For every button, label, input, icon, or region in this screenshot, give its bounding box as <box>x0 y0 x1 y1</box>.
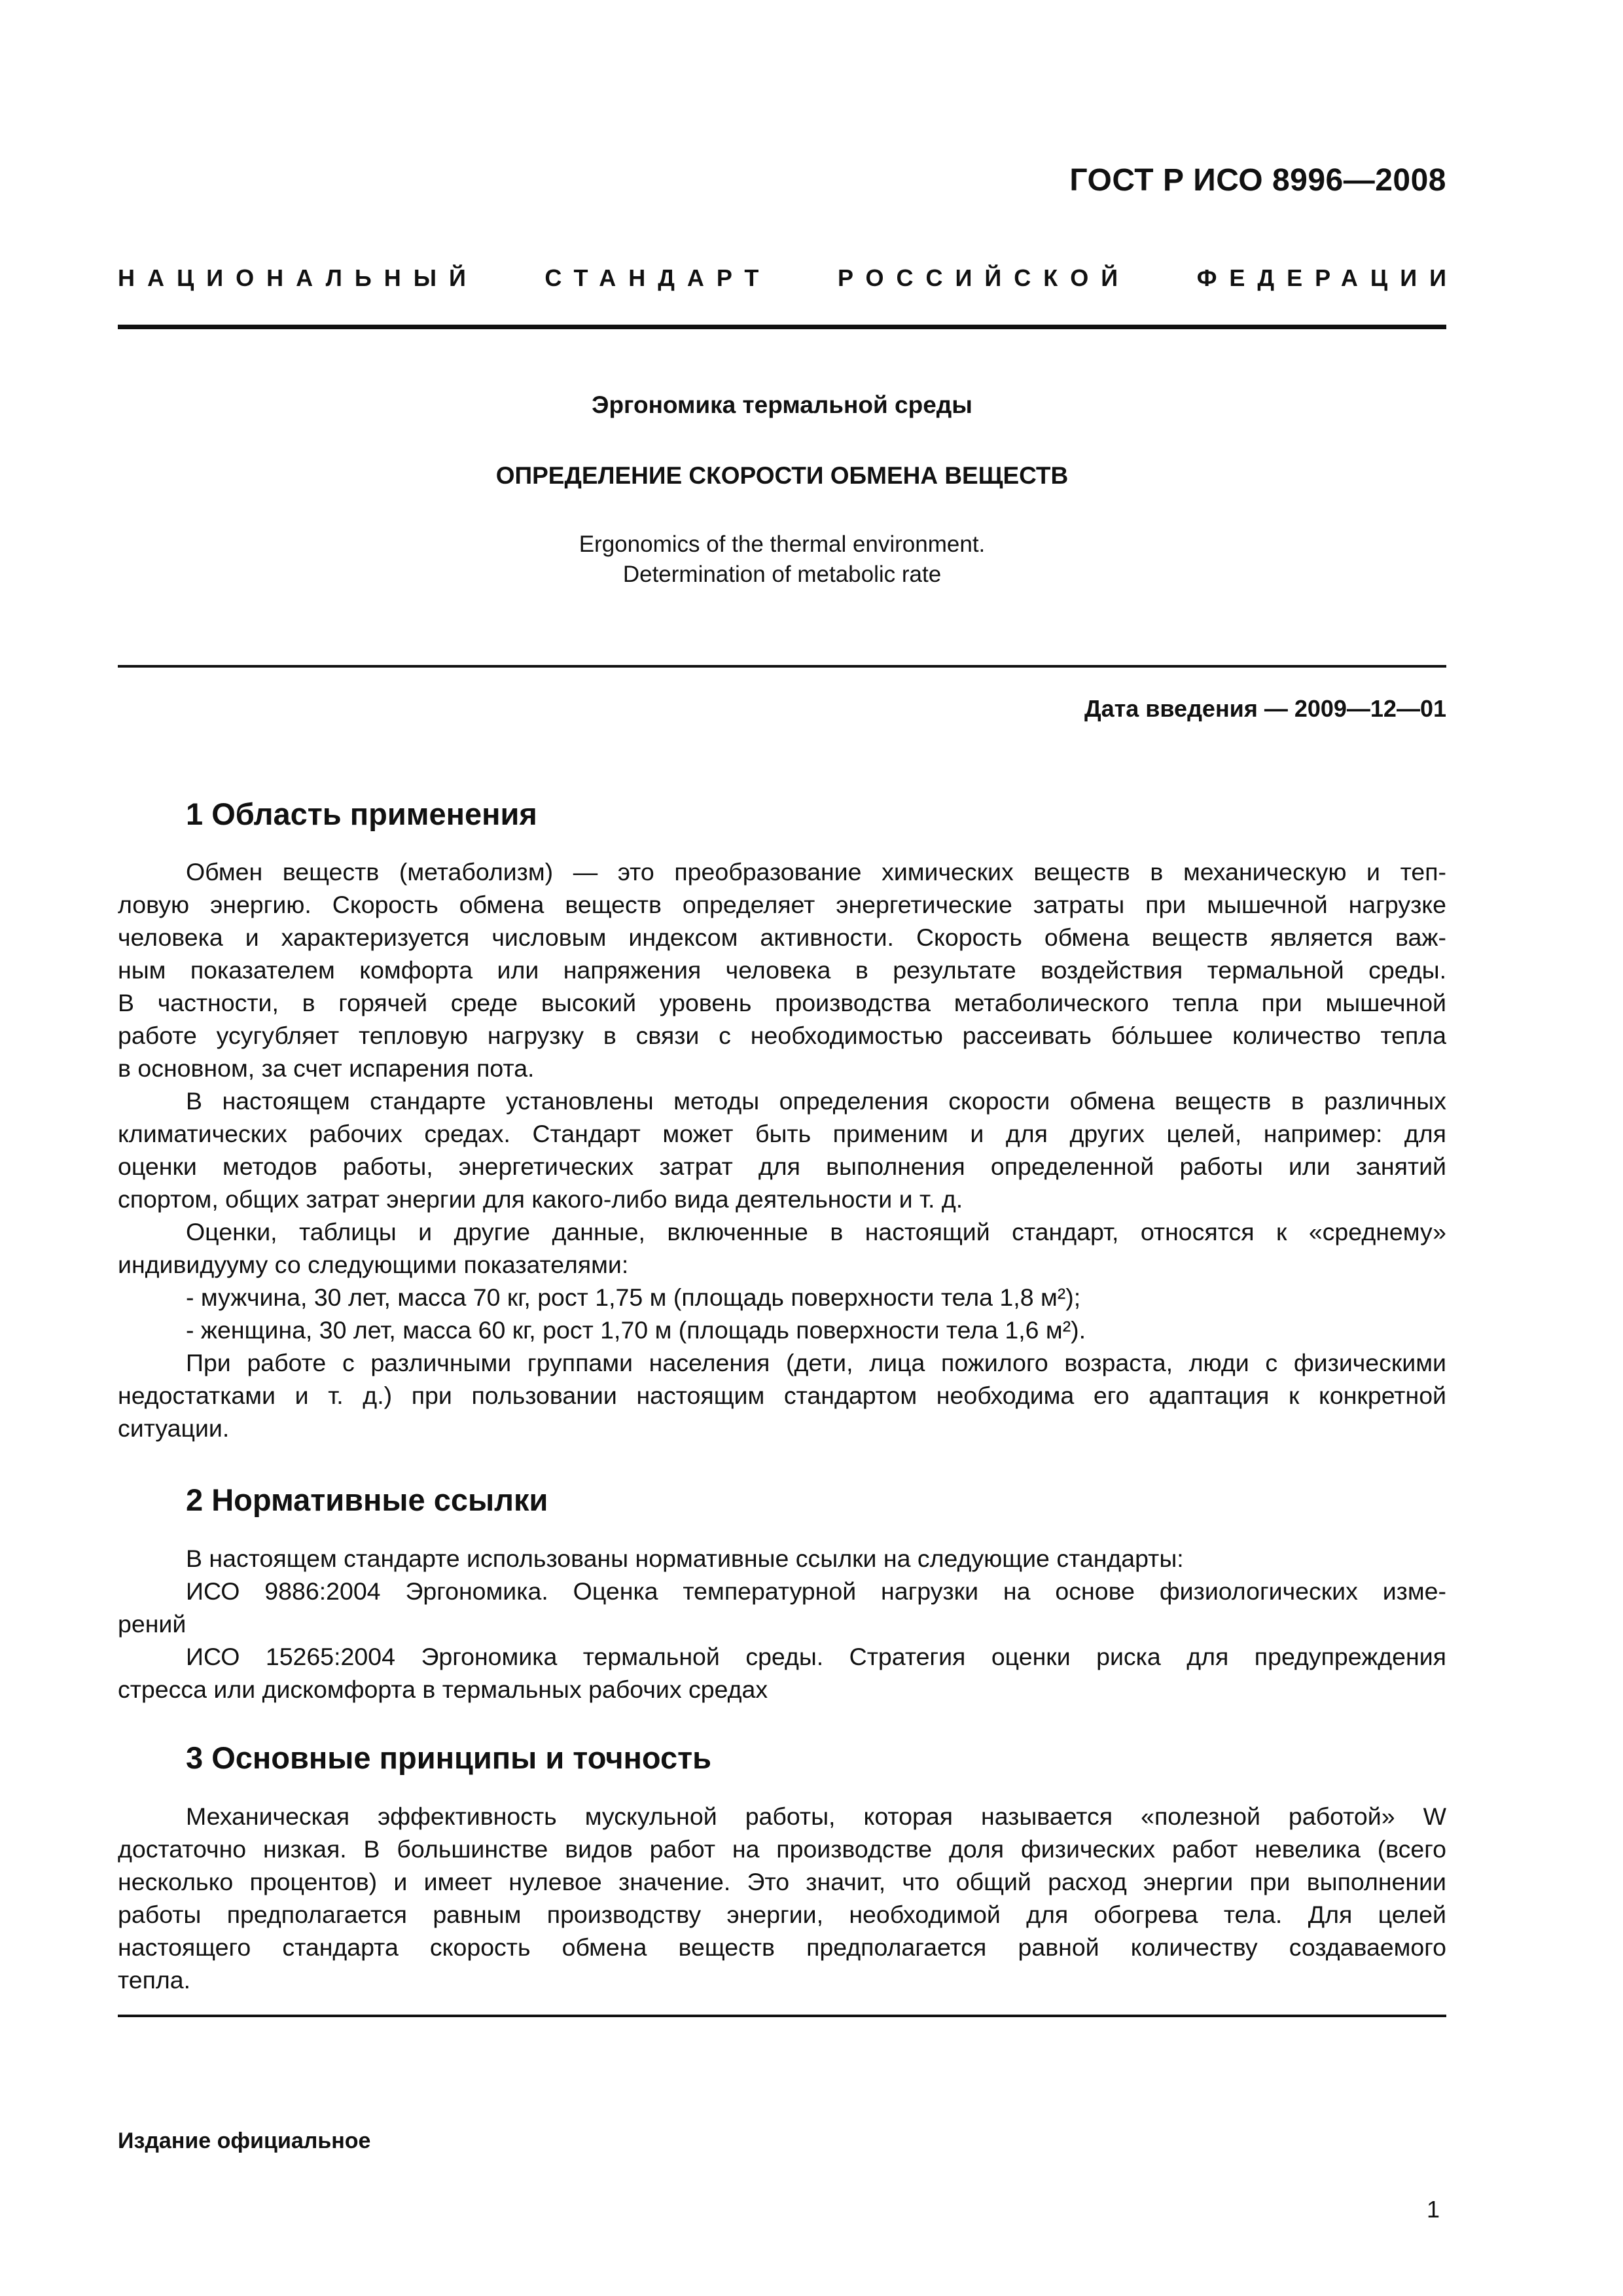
text-line: В частности, в горячей среде высокий уровень производства метаболического тепла при мышечной <box>118 989 1446 1016</box>
text-line: несколько процентов) и имеет нулевое значение. Это значит, что общий расход энергии при выполнении <box>118 1868 1446 1895</box>
english-title-line-2: Determination of metabolic rate <box>622 562 942 587</box>
section-2-heading: 2 Нормативные ссылки <box>186 1482 548 1517</box>
text-line: ным показателем комфорта или напряжения человека в результате воздействия термальной среды. <box>118 956 1446 984</box>
text-line: В настоящем стандарте использованы нормативные ссылки на следующие стандарты: <box>186 1545 1184 1572</box>
section-1-body <box>118 855 1446 1444</box>
text-line: недостатками и т. д.) при пользовании настоящим стандартом необходима его адаптация к конкретной <box>118 1382 1446 1409</box>
page-number: 1 <box>1426 2196 1440 2223</box>
list-item: - женщина, 30 лет, масса 60 кг, рост 1,70 м (площадь поверхности тела 1,6 м²). <box>186 1316 1086 1344</box>
text-line: работы предполагается равным производству энергии, необходимой для обогрева тела. Для целей <box>118 1901 1446 1928</box>
section-1-heading: 1 Область применения <box>186 797 537 831</box>
text-line: Механическая эффективность мускульной работы, которая называется «полезной работой» W <box>186 1803 1446 1830</box>
text-line: настоящего стандарта скорость обмена веществ предполагается равной количеству создаваемого <box>118 1933 1446 1961</box>
national-standard-banner <box>118 264 1459 292</box>
introduction-date: Дата введения — 2009—12—01 <box>1084 695 1446 722</box>
text-line: индивидууму со следующими показателями: <box>118 1251 629 1278</box>
title-divider <box>118 665 1446 668</box>
edition-label: Издание официальное <box>118 2128 371 2153</box>
header-divider <box>118 325 1446 329</box>
text-line: оценки методов работы, энергетических затрат для выполнения определенной работы или занятий <box>118 1153 1446 1180</box>
reference-item: ИСО 9886:2004 Эргономика. Оценка температурной нагрузки на основе физиологических изме- <box>186 1577 1446 1605</box>
reference-item: рений <box>118 1610 187 1638</box>
banner-word: РОССИЙСКОЙ <box>837 264 1131 291</box>
footer-divider <box>118 2015 1446 2017</box>
section-3-heading: 3 Основные принципы и точность <box>186 1740 712 1775</box>
text-line: При работе с различными группами населения (дети, лица пожилого возраста, люди с физическими <box>186 1349 1446 1376</box>
text-line: В настоящем стандарте установлены методы определения скорости обмена веществ в различных <box>186 1087 1446 1115</box>
text-line: достаточно низкая. В большинстве видов работ на производстве доля физических работ невелика (всего <box>118 1835 1446 1863</box>
reference-item: стресса или дискомфорта в термальных рабочих средах <box>118 1676 768 1703</box>
banner-word: НАЦИОНАЛЬНЫЙ <box>118 264 478 291</box>
text-line: человека и характеризуется числовым индексом активности. Скорость обмена веществ является важ- <box>118 924 1446 951</box>
text-line: Обмен веществ (метаболизм) — это преобразование химических веществ в механическую и теп- <box>186 858 1446 886</box>
standard-number: ГОСТ Р ИСО 8996—2008 <box>1069 163 1446 198</box>
section-3-body <box>118 1800 1446 1996</box>
section-2-body <box>118 1542 1446 1706</box>
text-line: ловую энергию. Скорость обмена веществ определяет энергетические затраты при мышечной нагрузке <box>118 891 1446 918</box>
text-line: Оценки, таблицы и другие данные, включенные в настоящий стандарт, относятся к «среднему» <box>186 1218 1446 1246</box>
list-item: - мужчина, 30 лет, масса 70 кг, рост 1,75 м (площадь поверхности тела 1,8 м²); <box>186 1283 1081 1311</box>
reference-item: ИСО 15265:2004 Эргономика термальной среды. Стратегия оценки риска для предупреждения <box>186 1643 1446 1670</box>
text-line: в основном, за счет испарения пота. <box>118 1054 535 1082</box>
text-line: работе усугубляет тепловую нагрузку в связи с необходимостью рассеивать бо́льшее количество тепла <box>118 1022 1446 1049</box>
banner-word: ФЕДЕРАЦИИ <box>1196 264 1459 291</box>
text-line: климатических рабочих средах. Стандарт может быть применим и для других целей, например: для <box>118 1120 1446 1147</box>
text-line: тепла. <box>118 1966 191 1994</box>
text-line: спортом, общих затрат энергии для какого-либо вида деятельности и т. д. <box>118 1185 963 1213</box>
text-line: ситуации. <box>118 1414 230 1442</box>
english-title-line-1: Ergonomics of the thermal environment. <box>579 531 986 557</box>
banner-word: СТАНДАРТ <box>544 264 772 291</box>
document-title: ОПРЕДЕЛЕНИЕ СКОРОСТИ ОБМЕНА ВЕЩЕСТВ <box>495 462 1069 489</box>
document-topic: Эргономика термальной среды <box>592 391 972 418</box>
